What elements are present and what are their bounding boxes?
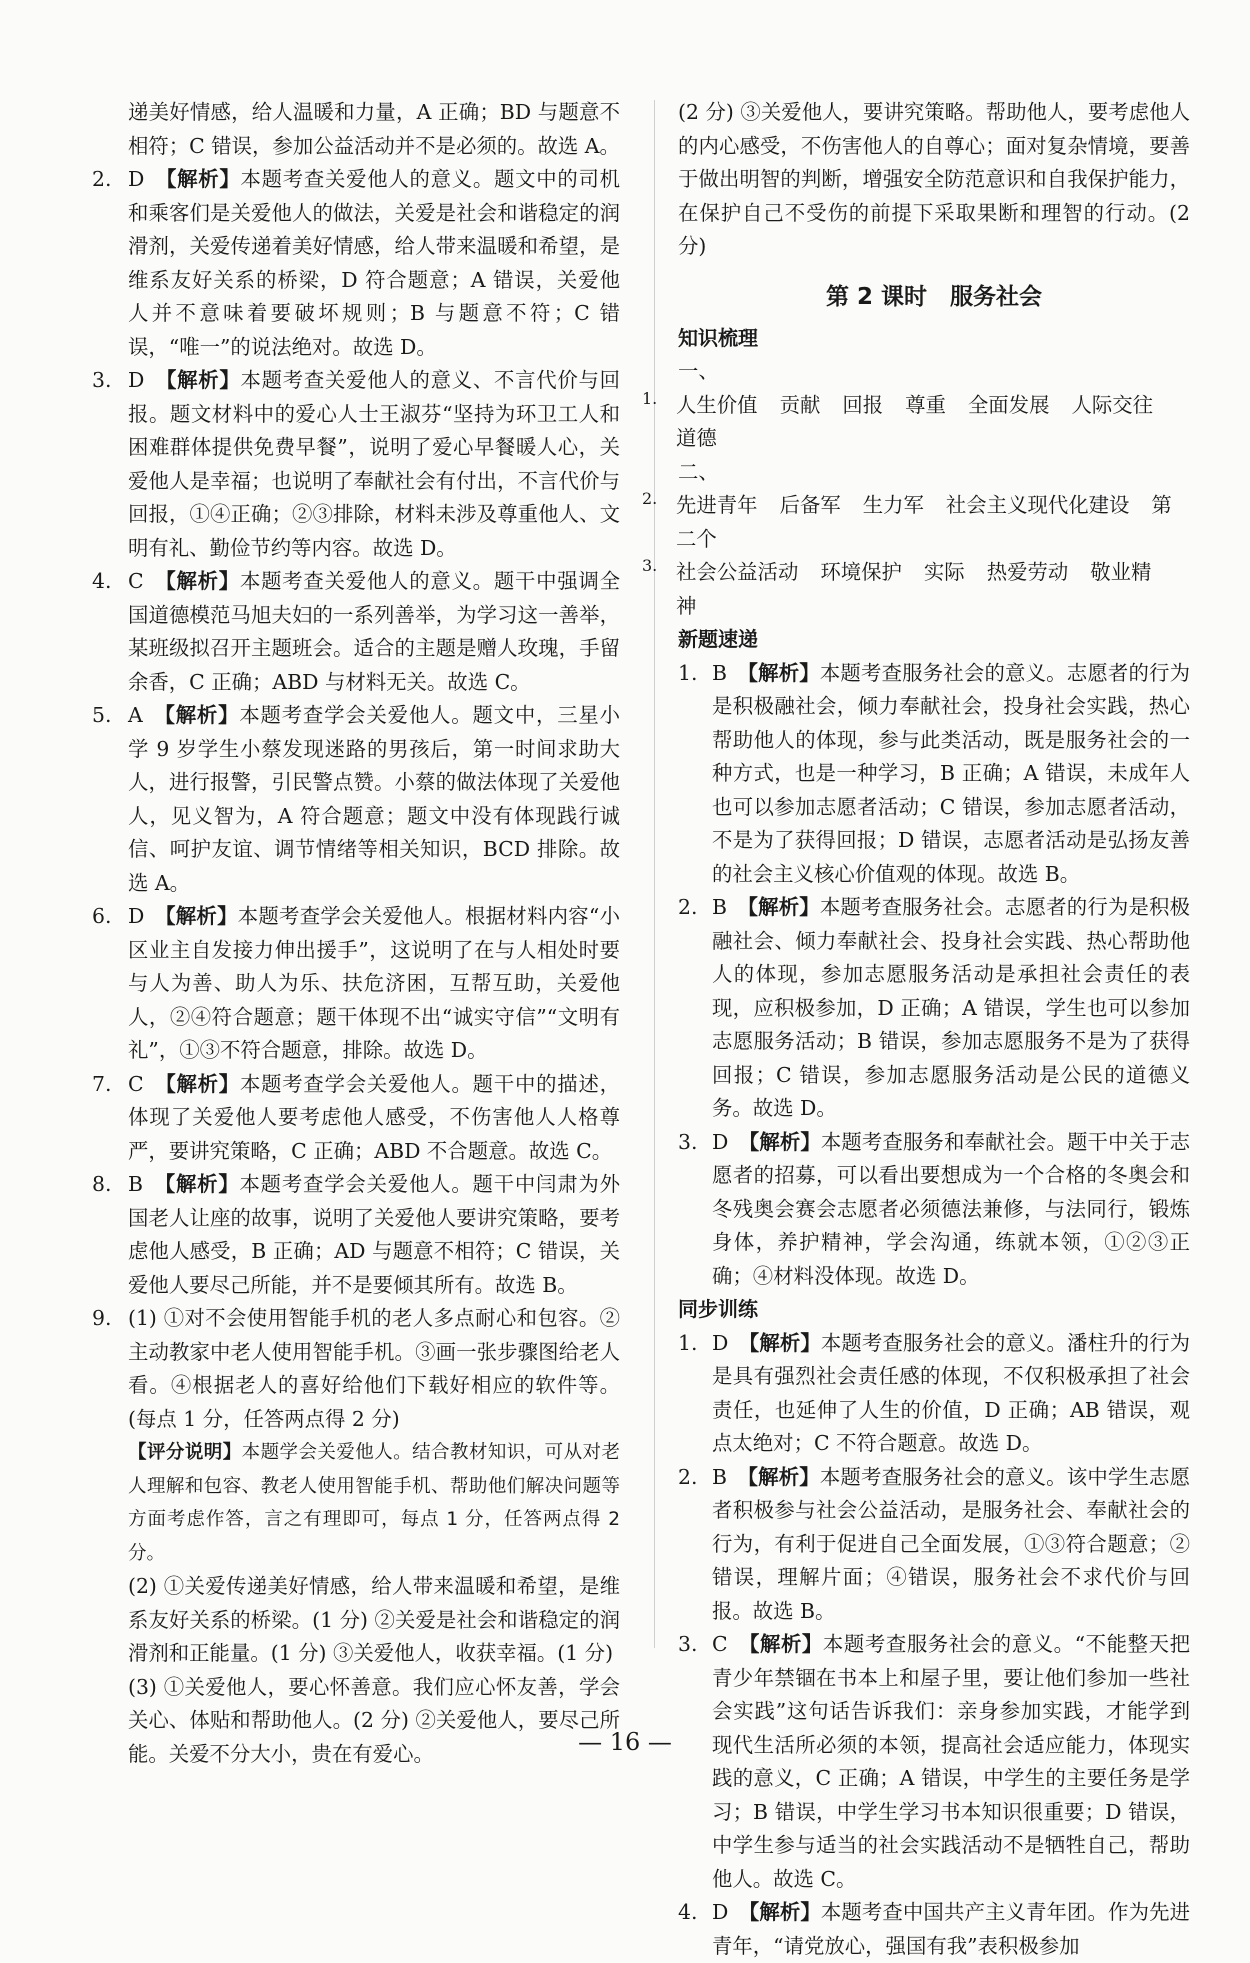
q9-part3: (3) ①关爱他人，要心怀善意。我们应心怀友善，学会关心、体贴和帮助他人。(2 分) ②关爱他人，要尽己所能。关爱不分大小，贵在有爱心。: [128, 1674, 620, 1766]
item-number: 8.: [92, 1172, 112, 1196]
item-number: 4.: [678, 1900, 698, 1924]
analysis-text: 本题考查关爱他人的意义、不言代价与回报。题文材料中的爱心人士王淑芬“坚持为环卫工人和困难群体提供免费早餐”，说明了爱心早餐暖人心，关爱他人是幸福；也说明了奉献社会有付出，不言代价与回报，①④正确；②③排除，材料未涉及尊重他人、文明有礼、勤俭节约等内容。故选 D。: [128, 368, 620, 560]
right-column: [642, 96, 1191, 1963]
q9-part2: (2) ①关爱传递美好情感，给人带来温暖和希望，是维系友好关系的桥梁。(1 分) ②关爱是社会和谐稳定的润滑剂和正能量。(1 分) ③关爱他人，收获幸福。(1 分): [128, 1574, 620, 1665]
answer-item: [92, 900, 620, 1068]
answer-letter: D: [712, 1330, 729, 1355]
answer-letter: B: [712, 1464, 727, 1489]
answer-item: [92, 565, 620, 699]
keyword: 全面发展: [967, 392, 1050, 417]
item-number: 1.: [678, 660, 698, 685]
answer-item: [678, 1126, 1190, 1294]
analysis-tag: 【解析】: [165, 904, 238, 928]
keyword: 实际: [923, 560, 965, 584]
answer-item: [92, 699, 620, 900]
keyword: 敬业精神: [676, 560, 1152, 618]
answer-letter: A: [128, 703, 143, 727]
keyword: 道德: [676, 426, 717, 450]
analysis-text: 本题考查学会关爱他人。题文中，三星小学 9 岁学生小蔡发现迷路的男孩后，第一时间求助大人，进行报警，引民警点赞。小蔡的做法体现了关爱他人，见义智为，A 符合题意；题文中没有体现践行诚信、呵护友谊、调节情绪等相关知识，BCD 排除。故选 A。: [128, 703, 620, 895]
item-number: 2.: [678, 1464, 698, 1489]
keyword: 尊重: [905, 392, 946, 417]
item-number: 2.: [642, 489, 658, 508]
analysis-tag: 【解析】: [749, 1129, 821, 1154]
section-label-knowledge: 知识梳理: [678, 325, 758, 350]
section-label-sync: 同步训练: [678, 1297, 758, 1321]
continuation-paragraph: (2 分) ③关爱他人，要讲究策略。帮助他人，要考虑他人的内心感受，不伤害他人的自尊心；面对复杂情境，要善于做出明智的判断，增强安全防范意识和自我保护能力，在保护自己不受伤的前提下采取果断和理智的行动。(2 分): [678, 100, 1190, 258]
answer-item: [678, 1628, 1190, 1896]
keyword: 先进青年: [676, 493, 758, 517]
analysis-tag: 【解析】: [166, 167, 241, 191]
analysis-tag: 【解析】: [747, 1464, 820, 1489]
analysis-tag: 【解析】: [165, 569, 240, 593]
analysis-text: 本题考查学会关爱他人。题干中闫肃为外国老人让座的故事，说明了关爱他人要讲究策略，要考虑他人感受，B 正确；AD 与题意不相符；C 错误，关爱他人要尽己所能，并不是要倾其所有。故选 B。: [128, 1172, 620, 1297]
answer-letter: D: [128, 167, 145, 191]
column-divider: [654, 100, 655, 1648]
intro-paragraph: 递美好情感，给人温暖和力量，A 正确；BD 与题意不相符；C 错误，参加公益活动并不是必须的。故选 A。: [128, 100, 620, 158]
analysis-text: 本题考查服务和奉献社会。题干中关于志愿者的招募，可以看出要想成为一个合格的冬奥会和冬残奥会赛会志愿者必须德法兼修，与法同行，锻炼身体，养护精神，学会沟通，练就本领，①②③正确；④材料没体现。故选 D。: [712, 1129, 1190, 1288]
keyword: 第二个: [676, 493, 1172, 551]
scoring-note-tag: 【评分说明】: [128, 1442, 242, 1463]
item-number: 5.: [92, 703, 112, 727]
item-number: 3.: [92, 368, 112, 392]
answer-letter: B: [128, 1172, 143, 1196]
item-number: 6.: [92, 904, 112, 928]
answer-item: [678, 1327, 1190, 1461]
answer-letter: D: [712, 1900, 729, 1924]
keyword: 贡献: [779, 392, 821, 417]
analysis-text: 本题考查学会关爱他人。根据材料内容“小区业主自发接力伸出援手”，这说明了在与人相处时要与人为善、助人为乐、扶危济困，互帮互助，关爱他人，②④符合题意；题干体现不出“诚实守信”“文明有礼”，①③不符合题意，排除。故选 D。: [128, 904, 620, 1062]
question-9: [92, 1302, 620, 1771]
keyword: 社会主义现代化建设: [945, 493, 1130, 517]
analysis-tag: 【解析】: [749, 1330, 821, 1355]
item-number: 9.: [92, 1306, 112, 1330]
answer-item: [678, 1461, 1191, 1629]
keyword-line: [642, 556, 1190, 623]
keyword: 后备军: [779, 493, 841, 517]
item-number: 3.: [678, 1632, 698, 1656]
analysis-text: 本题考查服务社会。志愿者的行为是积极融社会、倾力奉献社会、投身社会实践、热心帮助他人的体现，参加志愿服务活动是承担社会责任的表现，应积极参加，D 正确；A 错误，学生也可以参加志愿服务活动；B 错误，参加志愿服务不是为了获得回报；C 错误，参加志愿服务活动是公民的道德义务。故选 D。: [712, 895, 1191, 1120]
answer-item: [92, 1168, 620, 1302]
item-number: 2.: [92, 167, 112, 191]
scoring-note-text: 本题学会关爱他人。结合教材知识，可从对老人理解和包容、教老人使用智能手机、帮助他们解决问题等方面考虑作答，言之有理即可，每点 1 分，任答两点得 2 分。: [128, 1442, 620, 1564]
keyword: 人际交往: [1071, 392, 1154, 417]
keyword: 环境保护: [820, 560, 902, 584]
analysis-tag: 【解析】: [164, 703, 240, 727]
answer-letter: D: [128, 904, 145, 928]
keyword: 回报: [842, 392, 884, 417]
keyword: 社会公益活动: [676, 560, 799, 584]
roman-numeral: 一、: [678, 359, 719, 383]
scoring-note: [128, 1436, 620, 1570]
keyword: 热爱劳动: [986, 560, 1069, 584]
analysis-text: 本题考查关爱他人的意义。题干中强调全国道德模范马旭夫妇的一系列善举，为学习这一善举，某班级拟召开主题班会。适合的主题是赠人玫瑰，手留余香，C 正确；ABD 与材料无关。故选 C。: [128, 569, 620, 694]
analysis-tag: 【解析】: [747, 660, 820, 685]
analysis-text: 本题考查中国共产主义青年团。作为先进青年，“请党放心，强国有我”表积极参加: [712, 1900, 1190, 1958]
analysis-text: 本题考查服务社会的意义。“不能整天把青少年禁锢在书本上和屋子里，要让他们参加一些社会实践”这句话告诉我们：亲身参加实践，才能学到现代生活所必须的本领，提高社会适应能力，体现实践的意义，C 正确；A 错误，中学生的主要任务是学习；B 错误，中学生学习书本知识很重要；D 错误，中学生参与适当的社会实践活动不是牺牲自己，帮助他人。故选 C。: [712, 1632, 1190, 1891]
left-column: [92, 96, 620, 1771]
item-number: 3.: [678, 1129, 698, 1154]
keyword: 人生价值: [676, 392, 758, 417]
keyword-line: [642, 388, 1190, 456]
answer-item: [92, 163, 620, 364]
answer-item: [92, 364, 620, 565]
analysis-tag: 【解析】: [165, 1071, 240, 1096]
analysis-tag: 【解析】: [749, 1900, 821, 1924]
answer-letter: C: [128, 1071, 144, 1096]
keyword-line: [642, 489, 1190, 556]
answer-letter: C: [712, 1632, 728, 1656]
lesson-heading: 第 2 课时 服务社会: [825, 283, 1043, 310]
analysis-text: 本题考查服务社会的意义。潘柱升的行为是具有强烈社会责任感的体现，不仅积极承担了社会责任，也延伸了人生的价值，D 正确；AB 错误，观点太绝对；C 不符合题意。故选 D。: [712, 1330, 1190, 1455]
analysis-tag: 【解析】: [749, 1632, 823, 1656]
analysis-tag: 【解析】: [747, 895, 820, 919]
analysis-text: 本题考查关爱他人的意义。题文中的司机和乘客们是关爱他人的做法，关爱是社会和谐稳定的润滑剂，关爱传递着美好情感，给人带来温暖和希望，是维系友好关系的桥梁，D 符合题意；A 错误，关爱他人并不意味着要破坏规则；B 与题意不符；C 错误，“唯一”的说法绝对。故选 D。: [128, 167, 620, 359]
answer-letter: D: [712, 1129, 729, 1154]
analysis-text: 本题考查服务社会的意义。志愿者的行为是积极融社会，倾力奉献社会，投身社会实践，热心帮助他人的体现，参与此类活动，既是服务社会的一种方式，也是一种学习，B 正确；A 错误，未成年人也可以参加志愿者活动；C 错误，参加志愿者活动，不是为了获得回报；D 错误，志愿者活动是弘扬友善的社会主义核心价值观的体现。故选 B。: [712, 660, 1191, 886]
page-number: — 16 —: [578, 1728, 672, 1756]
item-number: 7.: [92, 1071, 112, 1096]
answer-letter: B: [712, 660, 727, 685]
analysis-text: 本题考查学会关爱他人。题干中的描述，体现了关爱他人要考虑他人感受，不伤害他人人格尊严，要讲究策略，C 正确；ABD 不合题意。故选 C。: [128, 1071, 620, 1163]
answer-item: [92, 1068, 620, 1169]
section-label-new: 新题速递: [678, 627, 758, 651]
analysis-text: 本题考查服务社会的意义。该中学生志愿者积极参与社会公益活动，是服务社会、奉献社会的行为，有利于促进自己全面发展，①③符合题意；②错误，理解片面；④错误，服务社会不求代价与回报。故选 B。: [712, 1464, 1191, 1623]
item-number: 1.: [678, 1330, 698, 1355]
item-number: 2.: [678, 895, 698, 919]
answer-letter: C: [128, 569, 144, 593]
item-number: 1.: [642, 388, 658, 408]
q9-part1: (1) ①对不会使用智能手机的老人多点耐心和包容。②主动教家中老人使用智能手机。③画一张步骤图给老人看。④根据老人的喜好给他们下载好相应的软件等。(每点 1 分，任答两点得 2 分): [128, 1306, 620, 1431]
keyword: 生力军: [862, 493, 924, 517]
analysis-tag: 【解析】: [164, 1172, 240, 1196]
item-number: 3.: [642, 556, 658, 575]
analysis-tag: 【解析】: [166, 368, 241, 392]
answer-item: [678, 891, 1191, 1126]
answer-item: [678, 1896, 1190, 1963]
answer-letter: B: [712, 895, 727, 919]
roman-numeral: 二、: [678, 459, 719, 484]
answer-letter: D: [128, 368, 145, 392]
item-number: 4.: [92, 569, 112, 593]
answer-item: [678, 657, 1191, 892]
